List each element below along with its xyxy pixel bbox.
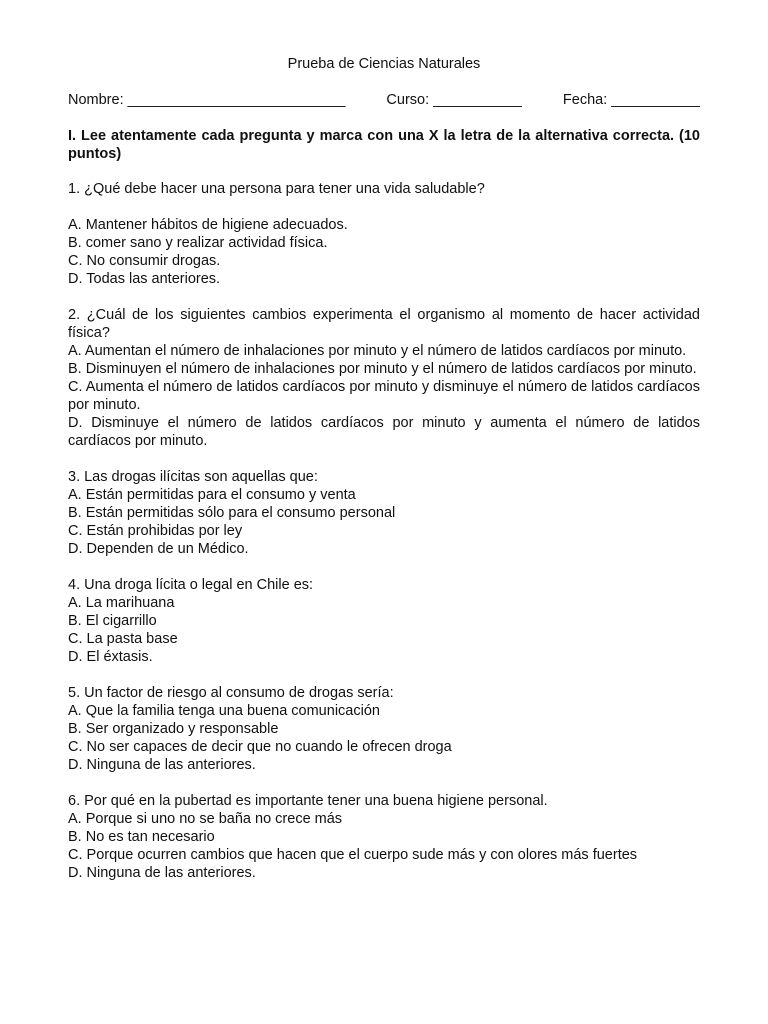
option-d[interactable]: D. El éxtasis. (68, 649, 153, 665)
option-c[interactable]: C. Están prohibidas por ley (68, 523, 243, 539)
option-a[interactable]: A. Que la familia tenga una buena comunicación (68, 703, 380, 719)
name-field[interactable]: Nombre: ___________________________ (68, 92, 346, 108)
question-text: 6. Por qué en la pubertad es importante tener una buena higiene personal. (68, 793, 548, 809)
option-c[interactable]: C. La pasta base (68, 631, 178, 647)
option-d[interactable]: D. Dependen de un Médico. (68, 541, 249, 557)
option-a[interactable]: A. Aumentan el número de inhalaciones por minuto y el número de latidos cardíacos por minuto. (68, 343, 687, 359)
question-text: 5. Un factor de riesgo al consumo de drogas sería: (68, 685, 394, 701)
option-b[interactable]: B. Ser organizado y responsable (68, 721, 279, 737)
question-6 (68, 792, 700, 882)
exam-page (68, 54, 700, 900)
question-5 (68, 684, 700, 774)
option-c[interactable]: C. Porque ocurren cambios que hacen que el cuerpo sude más y con olores más fuertes (68, 847, 638, 863)
question-text: 3. Las drogas ilícitas son aquellas que: (68, 469, 318, 485)
option-c[interactable]: C. No ser capaces de decir que no cuando le ofrecen droga (68, 739, 452, 755)
question-text: 2. ¿Cuál de los siguientes cambios experimenta el organismo al momento de hacer actividad física? (68, 307, 700, 341)
option-b[interactable]: B. El cigarrillo (68, 613, 157, 629)
option-a[interactable]: A. La marihuana (68, 595, 175, 611)
option-d[interactable]: D. Todas las anteriores. (68, 271, 221, 287)
option-d[interactable]: D. Disminuye el número de latidos cardíacos por minuto y aumenta el número de latidos cardíacos por minuto. (68, 415, 700, 449)
option-b[interactable]: B. comer sano y realizar actividad física. (68, 235, 328, 251)
student-info-row (68, 90, 700, 110)
instructions: I. Lee atentamente cada pregunta y marca con una X la letra de la alternativa correcta. (10 puntos) (68, 128, 700, 162)
page-title: Prueba de Ciencias Naturales (287, 56, 481, 72)
option-b[interactable]: B. Disminuyen el número de inhalaciones por minuto y el número de latidos cardíacos por minuto. (68, 361, 697, 377)
option-a[interactable]: A. Están permitidas para el consumo y venta (68, 487, 356, 503)
question-4 (68, 576, 700, 666)
option-c[interactable]: C. Aumenta el número de latidos cardíacos por minuto y disminuye el número de latidos cardíacos por minuto. (68, 379, 700, 413)
option-b[interactable]: B. Están permitidas sólo para el consumo personal (68, 505, 396, 521)
course-field[interactable]: Curso: ___________ (386, 92, 522, 108)
option-a[interactable]: A. Porque si uno no se baña no crece más (68, 811, 343, 827)
option-c[interactable]: C. No consumir drogas. (68, 253, 221, 269)
option-b[interactable]: B. No es tan necesario (68, 829, 215, 845)
option-d[interactable]: D. Ninguna de las anteriores. (68, 865, 256, 881)
date-field[interactable]: Fecha: ___________ (562, 92, 700, 108)
option-d[interactable]: D. Ninguna de las anteriores. (68, 757, 256, 773)
question-text: 4. Una droga lícita o legal en Chile es: (68, 577, 314, 593)
question-2 (68, 306, 700, 450)
option-a[interactable]: A. Mantener hábitos de higiene adecuados. (68, 217, 348, 233)
question-text: 1. ¿Qué debe hacer una persona para tener una vida saludable? (68, 181, 485, 197)
question-1 (68, 180, 700, 288)
question-3 (68, 468, 700, 558)
